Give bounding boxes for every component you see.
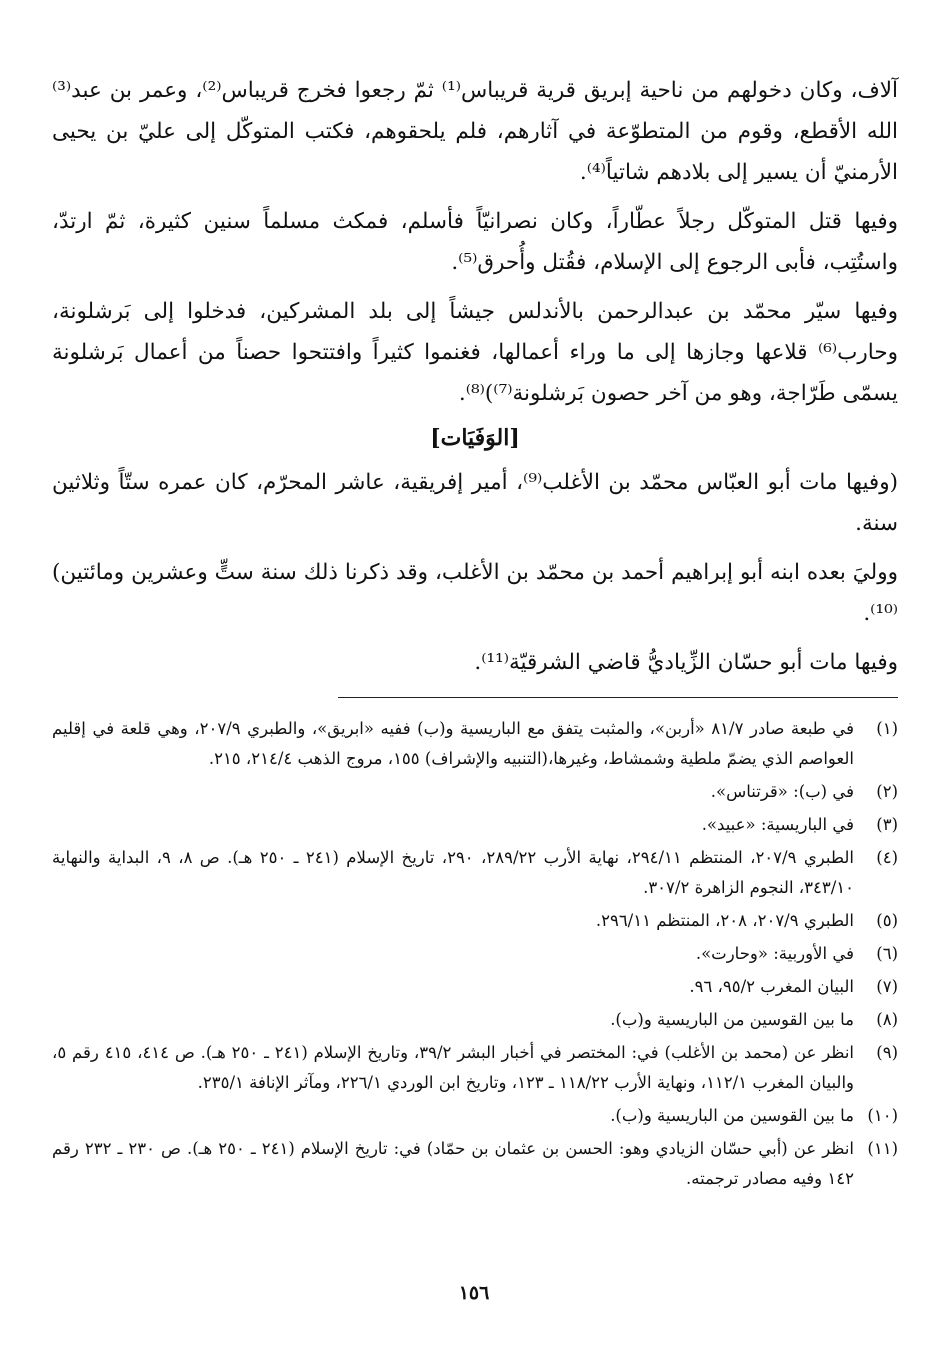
footnote-text: في (ب): «قرتناس».	[710, 782, 854, 801]
footnote-number: (١١)	[867, 1139, 898, 1158]
footnote-number: (٢)	[876, 782, 898, 801]
footnote	[52, 939, 898, 969]
paragraph-perfumer: وفيها قتل المتوكّل رجلاً عطّاراً، وكان نصرانيّاً فأسلم، فمكث مسلماً سنين كثيرة، ثمّ ارتدّ، واستُتِب، فأبى الرجوع إلى الإسلام، فقُتل وأُحرق⁽⁵⁾.	[52, 209, 898, 275]
footnote-divider	[338, 697, 898, 698]
footnote-text: في الباريسية: «عبيد».	[701, 815, 854, 834]
section-heading-deaths: [الوَفَيَات]	[430, 425, 520, 451]
footnote-text: انظر عن (أبي حسّان الزيادي وهو: الحسن بن عثمان بن حمّاد) في: تاريخ الإسلام (٢٤١ ـ ٢٥٠ هـ). ص ٢٣٠ ـ ٢٣٢ رقم ١٤٢ وفيه مصادر ترجمته.	[52, 1139, 855, 1188]
footnote-text: في طبعة صادر ٨١/٧ «أربن»، والمثبت يتفق مع الباريسية و(ب) ففيه «ابريق»، والطبري ٢٠٧/٩، وهي قلعة في إقليم العواصم الذي يضمّ ملطية وشمشاط، وغيرها،(التنبيه والإشراف) ١٥٥، مروج الذهب ٢١٤/٤، ٢١٥.	[52, 719, 854, 768]
footnote	[52, 1101, 898, 1131]
footnote-text: ما بين القوسين من الباريسية و(ب).	[610, 1106, 854, 1125]
footnote-number: (١٠)	[867, 1106, 898, 1125]
page-number: ١٥٦	[458, 1282, 490, 1304]
footnote	[52, 810, 898, 840]
paragraph-death-ibn-aghlab: (وفيها مات أبو العبّاس محمّد بن الأغلب⁽⁹⁾، أمير إفريقية، عاشر المحرّم، كان عمره ستّاً وثلاثين سنة.	[52, 470, 898, 536]
paragraph-barcelona: وفيها سيّر محمّد بن عبدالرحمن بالأندلس جيشاً إلى بلد المشركين، فدخلوا إلى بَرشلونة، وحارب⁽⁶⁾ قلاعها وجازها إلى ما وراء أعمالها، فغنموا كثيراً وافتتحوا حصناً من أعمال بَرشلونة يسمّى طَرّاجة، وهو من آخر حصون بَرشلونة⁽⁷⁾)⁽⁸⁾.	[52, 299, 898, 406]
footnote	[52, 714, 898, 774]
paragraph-successor: ووليَ بعده ابنه أبو إبراهيم أحمد بن محمّد بن الأغلب، وقد ذكرنا ذلك سنة ستٍّ وعشرين ومائتين)⁽¹⁰⁾.	[52, 560, 898, 626]
footnote	[52, 1134, 898, 1194]
footnote-number: (٣)	[876, 815, 898, 834]
footnote-number: (٦)	[876, 944, 898, 963]
footnote	[52, 1038, 898, 1098]
footnote	[52, 972, 898, 1002]
paragraph-death-ziyadi: وفيها مات أبو حسّان الزِّياديُّ قاضي الشرقيّة⁽¹¹⁾.	[474, 650, 898, 675]
footnote	[52, 1005, 898, 1035]
footnote-text: ما بين القوسين من الباريسية و(ب).	[610, 1010, 854, 1029]
footnote-text: انظر عن (محمد بن الأغلب) في: المختصر في أخبار البشر ٣٩/٢، وتاريخ الإسلام (٢٤١ ـ ٢٥٠ هـ). ص ٤١٤، ٤١٥ رقم ٥، والبيان المغرب ١١٢/١، ونهاية الأرب ١١٨/٢٢ ـ ١٢٣، وتاريخ ابن الوردي ٢٢٦/١، ومآثر الإنافة ٢٣٥/١.	[52, 1043, 855, 1092]
footnote-number: (٨)	[876, 1010, 898, 1029]
footnote	[52, 906, 898, 936]
footnote-number: (٩)	[876, 1043, 898, 1062]
footnote-number: (٤)	[876, 848, 898, 867]
footnote	[52, 843, 898, 903]
footnote	[52, 777, 898, 807]
footnote-text: في الأوربية: «وحارت».	[695, 944, 854, 963]
footnote-number: (٥)	[876, 911, 898, 930]
footnote-text: الطبري ٢٠٧/٩، ٢٠٨، المنتظم ٢٩٦/١١.	[595, 911, 854, 930]
footnote-number: (١)	[876, 719, 898, 738]
paragraph-raid-ibriq: آلاف، وكان دخولهم من ناحية إبريق قرية قريباس⁽¹⁾ ثمّ رجعوا فخرج قريباس⁽²⁾، وعمر بن عبد⁽³⁾الله الأقطع، وقوم من المتطوّعة في آثارهم، فلم يلحقوهم، فكتب المتوكّل إلى عليّ بن يحيى الأرمنيّ أن يسير إلى بلادهم شاتياً⁽⁴⁾.	[52, 78, 898, 185]
page-body	[52, 70, 898, 1197]
footnote-number: (٧)	[876, 977, 898, 996]
footnote-text: الطبري ٢٠٧/٩، المنتظم ٢٩٤/١١، نهاية الأرب ٢٨٩/٢٢، ٢٩٠، تاريخ الإسلام (٢٤١ ـ ٢٥٠ هـ). ص ٨، ٩، البداية والنهاية ٣٤٣/١٠، النجوم الزاهرة ٣٠٧/٢.	[52, 848, 854, 897]
main-text	[52, 70, 898, 683]
footnote-text: البيان المغرب ٩٥/٢، ٩٦.	[689, 977, 854, 996]
footnote-list	[52, 714, 898, 1194]
